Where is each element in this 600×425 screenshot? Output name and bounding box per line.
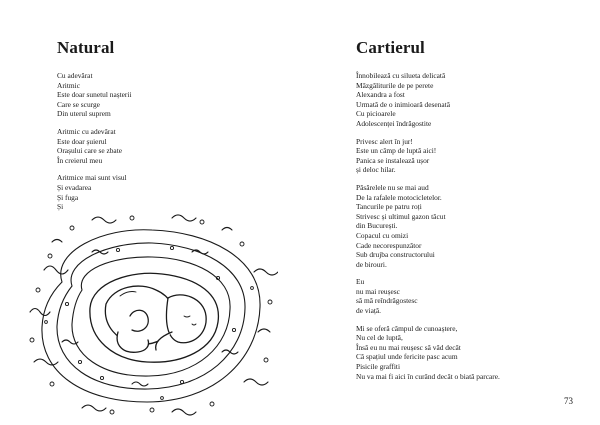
poem-line: Înnobilează cu silueta delicată xyxy=(356,71,446,80)
poem-line: De la rafalele motocicletelor. xyxy=(356,192,442,202)
poem-line: Pisicile graffiti xyxy=(356,362,400,372)
womb-illustration xyxy=(22,212,278,420)
poem-line: de birouri. xyxy=(356,259,387,269)
poem-line: Eu xyxy=(356,277,365,287)
poem-line: Și xyxy=(57,202,64,212)
poem-line: Orașului care se zbate xyxy=(57,146,123,156)
poem-line: Este un câmp de luptă aici! xyxy=(356,146,437,156)
poem-line: Sub drujba constructorului xyxy=(356,250,435,260)
right-poem-title: Cartierul xyxy=(356,38,425,57)
right-stanza-4 xyxy=(356,277,586,315)
right-stanza-1 xyxy=(356,71,586,129)
poem-line: nu mai reușesc xyxy=(356,286,400,296)
poem-line: Cu adevărat xyxy=(57,71,93,80)
poem-line: de viață. xyxy=(356,306,382,316)
poem-line: Aritmic xyxy=(57,80,80,90)
poem-line: Privesc alert în jur! xyxy=(356,136,413,146)
poem-line: Cu picioarele xyxy=(356,109,396,119)
poem-line: din București. xyxy=(356,221,398,231)
left-poem-title: Natural xyxy=(57,38,115,57)
poem-line: Este doar sunetul nașterii xyxy=(57,90,132,100)
poem-line: să mă reîndrăgostesc xyxy=(356,296,418,306)
poem-line: Mi se oferă câmpul de cunoaștere, xyxy=(356,323,458,333)
poem-line: Tancurile pe patru roți xyxy=(356,202,422,212)
poem-line: Mâzgăliturile de pe perete xyxy=(356,80,434,90)
poem-line: Strivesc și ultimul gazon tăcut xyxy=(356,211,446,221)
right-poem xyxy=(356,38,586,389)
poem-line: Cade necorespunzător xyxy=(356,240,422,250)
poem-line: Nu cel de luptă, xyxy=(356,333,403,343)
poem-line: Copacul cu omizi xyxy=(356,230,409,240)
right-stanza-3 xyxy=(356,183,586,269)
poem-line: Panica se instalează ușor xyxy=(356,155,430,165)
left-poem xyxy=(57,38,287,220)
poem-line: În creierul meu xyxy=(57,155,103,165)
poem-line: Este doar șuierul xyxy=(57,136,107,146)
poem-line: Însă eu nu mai reușesc să văd decât xyxy=(356,342,461,352)
poem-line: Care se scurge xyxy=(57,99,100,109)
poem-line: Nu va mai fi aici în curând decât o biată parcare. xyxy=(356,371,500,381)
poem-line: Adolescenței îndrăgostite xyxy=(356,118,432,128)
poem-line: Din uterul suprem xyxy=(57,109,111,119)
poem-line: Păsărelele nu se mai aud xyxy=(356,182,429,192)
page-number: 73 xyxy=(564,396,573,406)
left-stanza-2 xyxy=(57,127,287,165)
right-stanza-5 xyxy=(356,324,586,382)
poem-line: Și evadarea xyxy=(57,182,92,192)
left-stanza-1 xyxy=(57,71,287,119)
poem-line: Și fuga xyxy=(57,192,79,202)
poem-line: Că spațiul unde fericite pasc acum xyxy=(356,352,458,362)
poem-line: Alexandra a fost xyxy=(356,90,405,100)
poem-line: și deloc hilar. xyxy=(356,165,396,175)
left-stanza-3 xyxy=(57,173,287,211)
poem-line: Urmată de o inimioară desenată xyxy=(356,99,450,109)
poem-line: Aritmice mai sunt visul xyxy=(57,173,127,183)
right-stanza-2 xyxy=(356,137,586,175)
poem-line: Aritmic cu adevărat xyxy=(57,126,116,136)
